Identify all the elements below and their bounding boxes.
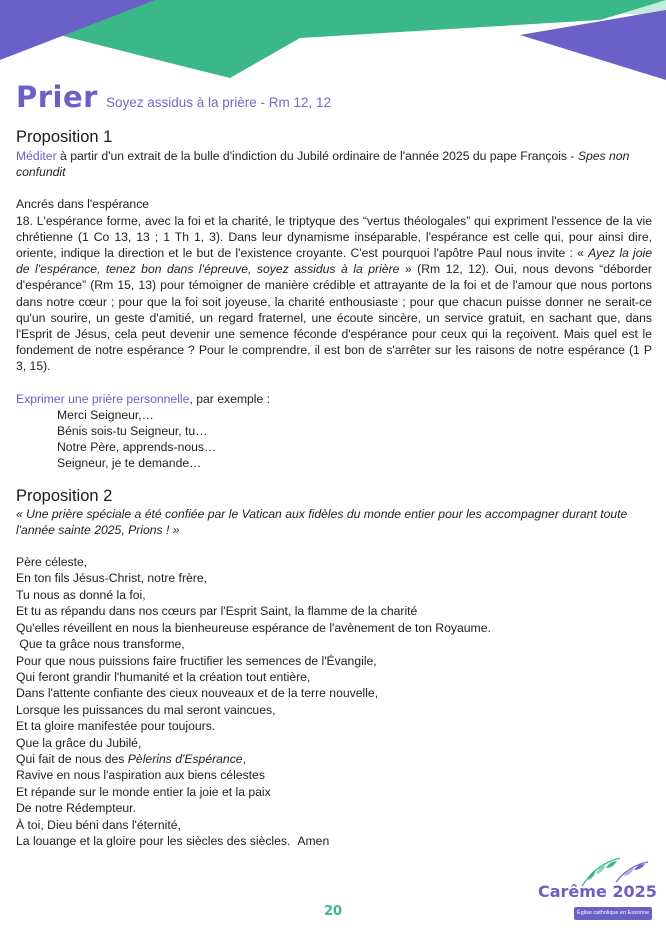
header-decoration xyxy=(0,0,666,80)
pelerins-after: , xyxy=(242,751,246,766)
page-subtitle: Soyez assidus à la prière - Rm 12, 12 xyxy=(105,95,332,110)
proposition1-lead xyxy=(16,148,652,180)
example-item: Merci Seigneur,… xyxy=(57,407,154,422)
page-title-row xyxy=(16,80,331,114)
prayer-line xyxy=(16,751,652,767)
logo-word: Carême xyxy=(538,882,607,901)
prayer-line: Tu nous as donné la foi, xyxy=(16,587,146,602)
jubilee-prayer xyxy=(16,554,652,849)
meditate-label: Méditer xyxy=(16,149,57,163)
spacer xyxy=(16,538,652,554)
page-number: 20 xyxy=(323,904,343,919)
logo-tagline: Église catholique en Essonne xyxy=(574,907,652,920)
prayer-line: Et tu as répandu dans nos cœurs par l'Esprit Saint, la flamme de la charité xyxy=(16,604,418,619)
prayer-line: Qui feront grandir l'humanité et la création tout entière, xyxy=(16,669,311,684)
subheading-hope: Ancrés dans l'espérance xyxy=(16,197,150,212)
prayer-line: Et répande sur le monde entier la joie et la paix xyxy=(16,784,271,799)
main-content xyxy=(16,128,652,849)
prayer-line: Lorsque les puissances du mal seront vaincues, xyxy=(16,702,276,717)
careme-2025-logo xyxy=(536,856,657,928)
prayer-examples xyxy=(16,407,652,472)
paragraph-quote: Ayez la joie de l'espérance, tenez bon dans l'épreuve, soyez assidus à la prière xyxy=(16,246,653,277)
example-item: Seigneur, je te demande… xyxy=(57,456,202,471)
express-text: , par exemple : xyxy=(189,391,271,406)
express-label: Exprimer une prière personnelle xyxy=(16,391,190,406)
amen: Amen xyxy=(297,833,330,848)
prayer-line: Qu'elles réveillent en nous la bienheureuse espérance de l'avènement de ton Royaume. xyxy=(16,620,491,635)
prayer-line: À toi, Dieu béni dans l'éternité, xyxy=(16,817,181,832)
proposition2-heading: Proposition 2 xyxy=(16,486,113,505)
page-title: Prier xyxy=(16,80,98,114)
example-item: Notre Père, apprends-nous… xyxy=(57,440,217,455)
prayer-line: Que ta grâce nous transforme, xyxy=(16,637,185,652)
prayer-line: Que la grâce du Jubilé, xyxy=(16,735,142,750)
express-prayer-line xyxy=(16,391,652,407)
prayer-line: De notre Rédempteur. xyxy=(16,801,136,816)
paragraph-part2: » (Rm 12, 12). Oui, nous devons “déborder d'espérance” (Rm 15, 13) pour témoigner de manière crédible et attrayante de la foi et de l'amour que nous portons dans notre cœur ; pour que la foi soit joyeuse, la charité enthousiaste ; pour que chacun puisse donner ne serait-ce qu'un sourire, un geste d'amitié, un regard fraternel, une écoute sincère, un service gratuit, en sachant que, dans l'Esprit de Jésus, cela peut devenir une semence féconde d'espérance pour ceux qui la reçoivent. Mais quel est le fondement de notre espérance ? Pour le comprendre, il est bon de s'arrêter sur les raisons de notre espérance (1 P 3, 15). xyxy=(16,262,652,374)
proposition2-intro: « Une prière spéciale a été confiée par le Vatican aux fidèles du monde entier pour les accompagner durant toute l'année sainte 2025, Prions ! » xyxy=(16,506,628,537)
pelerins-italic: Pèlerins d'Espérance xyxy=(127,751,243,766)
prayer-line: Père céleste, xyxy=(16,555,88,570)
prayer-line: Pour que nous puissions faire fructifier les semences de l'Évangile, xyxy=(16,653,377,668)
last-line-text: La louange et la gloire pour les siècles des siècles. xyxy=(16,833,291,848)
bulle-title: Spes non confundit xyxy=(16,149,630,180)
paragraph-18 xyxy=(16,213,652,375)
prayer-line: En ton fils Jésus-Christ, notre frère, xyxy=(16,571,208,586)
example-item: Bénis sois-tu Seigneur, tu… xyxy=(57,424,208,439)
prayer-line: Et ta gloire manifestée pour toujours. xyxy=(16,719,216,734)
lead-text: à partir d'un extrait de la bulle d'indiction du Jubilé ordinaire de l'année 2025 du pape François - xyxy=(56,149,578,163)
prayer-line: Ravive en nous l'aspiration aux biens célestes xyxy=(16,768,265,783)
pelerins-before: Qui fait de nous des xyxy=(16,751,128,766)
paragraph-part1: 18. L'espérance forme, avec la foi et la charité, le triptyque des “vertus théologales” qui expriment l'essence de la vie chrétienne (1 Co 13, 13 ; 1 Th 1, 3). Dans leur dynamisme inséparable, l'espérance est celle qui, pour ainsi dire, oriente, indique la direction et le but de l'existence croyante. C'est pourquoi l'apôtre Paul nous invite : « xyxy=(16,213,652,261)
logo-wordmark xyxy=(538,882,657,901)
prayer-line-last xyxy=(16,833,652,849)
spacer xyxy=(16,375,652,391)
logo-year: 2025 xyxy=(612,882,657,901)
proposition1-heading: Proposition 1 xyxy=(16,128,113,146)
prayer-line: Dans l'attente confiante des cieux nouveaux et de la terre nouvelle, xyxy=(16,686,379,701)
